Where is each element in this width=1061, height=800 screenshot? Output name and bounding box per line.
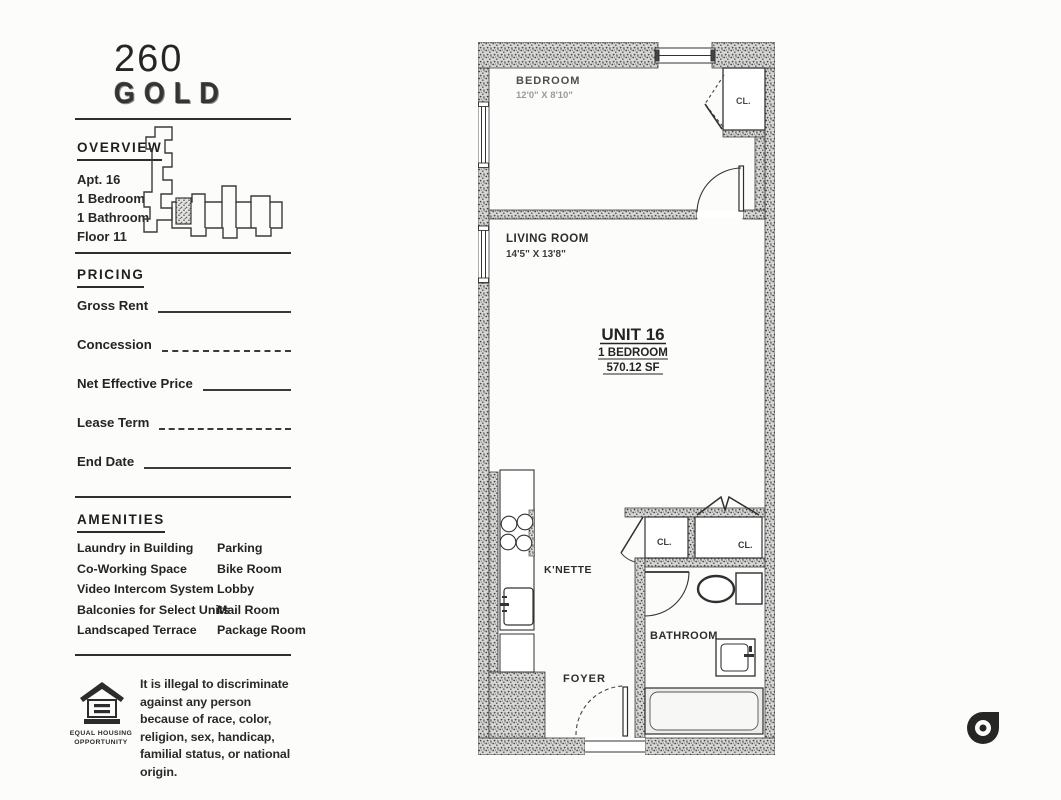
eho-caption-line2: OPPORTUNITY [74,739,128,746]
concession-fill-line [162,335,291,352]
section-divider [75,654,291,656]
amenity-item: Balconies for Select Units [77,602,230,617]
living-room-dimensions: 14'5" X 13'8" [506,249,566,260]
fair-housing-disclaimer: It is illegal to discriminate against any person because of race, color, religion, sex, handicap, familial status, or national origin. [140,677,291,779]
living-room-label: LIVING ROOM [506,233,589,245]
stove-burner [500,534,516,550]
section-divider [75,252,291,254]
price-row-net-effective-price [77,373,291,391]
amenity-item: Bike Room [217,561,282,576]
toilet-tank [736,573,762,604]
amenities-list [77,541,306,637]
amenity-item: Video Intercom System [77,582,214,596]
kitchenette-fixtures [500,470,535,672]
brand-number: 260 [114,38,184,80]
bedroom-count-label: 1 Bedroom [77,191,145,206]
net-effective-price-fill-line [203,374,291,391]
amenity-item: Lobby [217,582,255,596]
amenity-item: Mail Room [217,602,280,617]
bathroom-label: BATHROOM [650,630,718,642]
bedroom-door [697,166,744,218]
net-effective-price-label: Net Effective Price [77,376,193,391]
amenities-section [77,511,165,533]
closet-door-leaf [621,517,643,553]
unit-type: 1 BEDROOM [598,347,668,359]
gross-rent-label: Gross Rent [77,298,149,313]
window-symbols [478,48,715,283]
building-keyplan-diagram [138,124,295,252]
bedroom-closet [705,68,765,130]
end-date-label: End Date [77,454,135,469]
floorplan-diagram [478,42,775,755]
price-row-lease-term [77,412,291,430]
gold-brand-mark-icon [964,708,1002,750]
kitchenette-label: K'NETTE [544,564,592,576]
bedroom-room-label: BEDROOM [516,75,581,87]
apartment-number-label: Apt. 16 [77,172,121,187]
amenity-item: Package Room [217,623,306,637]
floor-number-label: Floor 11 [77,229,127,244]
price-row-concession [77,334,291,352]
unit-area: 570.12 SF [606,362,660,374]
price-row-gross-rent [77,295,291,313]
equal-housing-opportunity-icon [79,681,125,727]
stove-burner [501,516,517,532]
lease-term-fill-line [159,413,291,430]
stove-burner [517,514,533,530]
stove-burner [516,535,532,551]
foyer-label: FOYER [563,673,606,685]
amenity-item: Co-Working Space [77,561,187,576]
amenities-heading: AMENITIES [77,512,165,533]
pricing-section [77,266,144,288]
kitchen-cabinet [500,634,534,672]
gross-rent-fill-line [158,296,291,313]
eho-caption-line1: EQUAL HOUSING [69,730,133,737]
amenity-item: Laundry in Building [77,541,194,555]
brand-name: GOLD [114,77,228,110]
closet-label: CL. [738,540,753,550]
kitchen-sink [504,588,533,625]
pricing-heading: PRICING [77,267,144,288]
concession-label: Concession [77,337,152,352]
section-divider [75,496,291,498]
bedroom-dimensions: 12'0" X 8'10" [516,90,573,101]
highlighted-unit-marker [176,198,191,224]
bathroom-fixtures [645,572,763,734]
closet-label: CL. [657,537,672,547]
bedroom-closet-label: CL. [736,96,751,106]
lease-term-label: Lease Term [77,415,150,430]
price-row-end-date [77,451,291,469]
amenity-item: Parking [217,541,263,555]
overview-heading: OVERVIEW [77,140,162,161]
toilet-bowl [698,576,734,602]
amenity-item: Landscaped Terrace [77,623,197,637]
bathroom-count-label: 1 Bathroom [77,210,150,225]
eho-caption [66,729,136,747]
end-date-fill-line [144,452,291,469]
section-divider [75,118,291,120]
unit-title: UNIT 16 [601,325,665,344]
